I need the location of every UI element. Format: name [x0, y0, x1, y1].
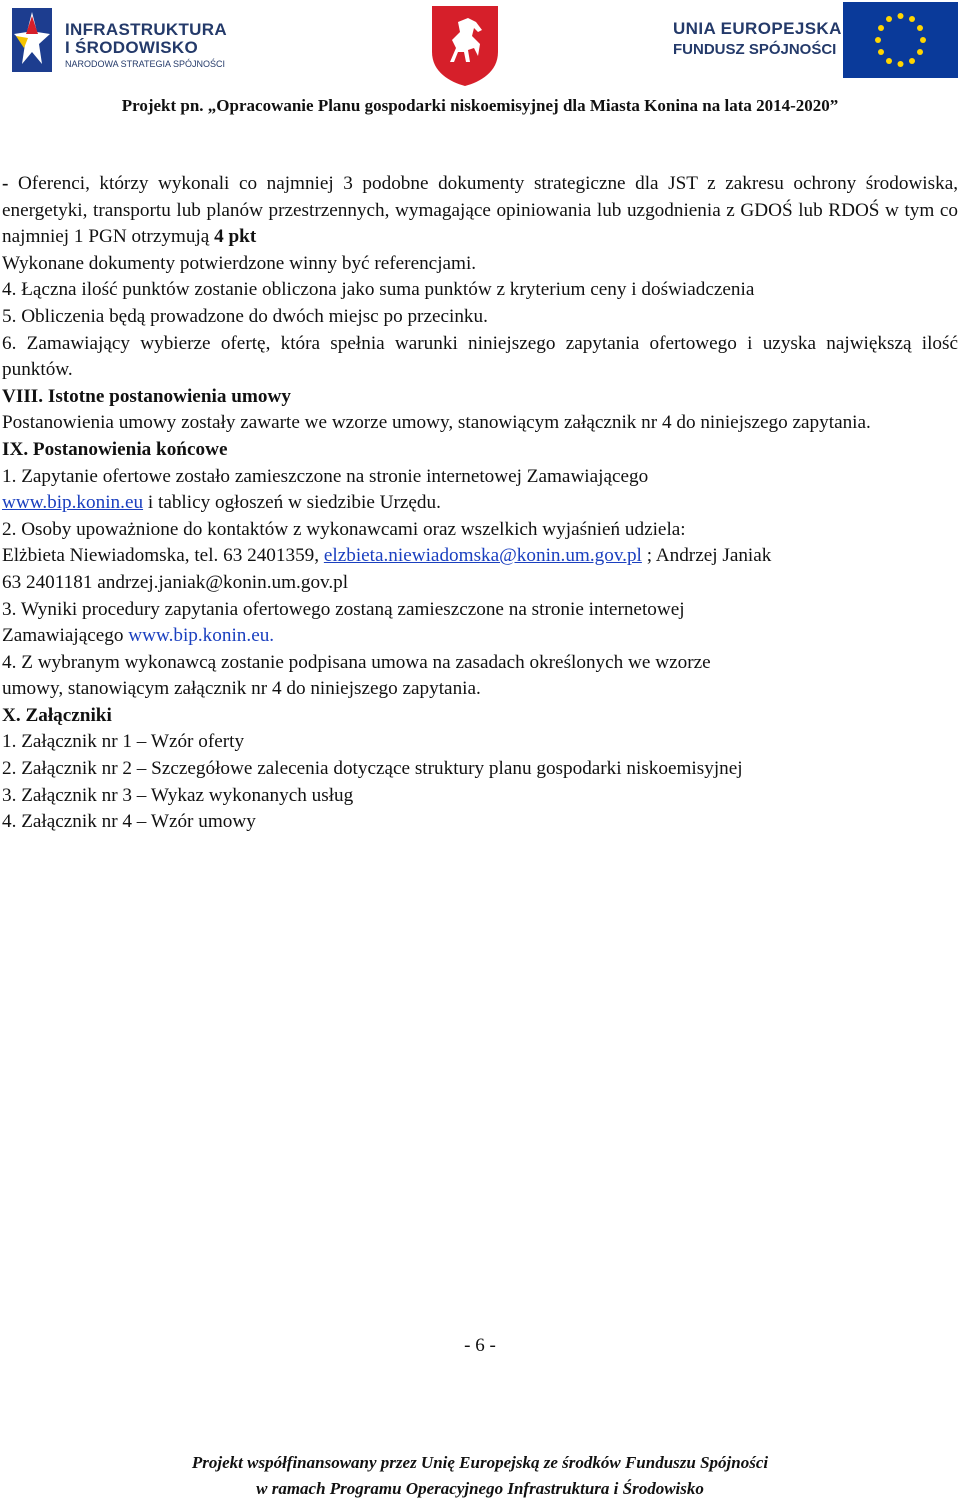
infrastruktura-logo [10, 6, 227, 74]
section-x-title: X. Załączniki [2, 704, 112, 726]
logo-line1: INFRASTRUKTURA [65, 20, 227, 39]
attachment-3: 3. Załącznik nr 3 – Wykaz wykonanych usług [2, 784, 354, 806]
eu-line1: UNIA EUROPEJSKA [673, 19, 842, 38]
paragraph-criteria [2, 171, 958, 251]
contact-second: ; Andrzej Janiak [641, 545, 772, 567]
section-ix-item-3: 3. Wyniki procedury zapytania ofertowego zostaną zamieszczone na stronie internetowej [2, 598, 685, 620]
bip-link-plain[interactable]: www.bip.konin.eu. [128, 625, 275, 647]
email-link[interactable]: elzbieta.niewiadomska@konin.um.gov.pl [323, 545, 642, 567]
section-ix-item-4: 4. Z wybranym wykonawcą zostanie podpisana umowa na zasadach określonych we wzorze [2, 651, 711, 673]
logo-line3: NARODOWA STRATEGIA SPÓJNOŚCI [65, 59, 226, 69]
section-viii-heading [2, 384, 958, 411]
page-number: - 6 - [464, 1335, 496, 1356]
footer [0, 1450, 960, 1502]
eu-line2: FUNDUSZ SPÓJNOŚCI [673, 41, 837, 58]
section-ix-item-2: 2. Osoby upoważnione do kontaktów z wykonawcami oraz wszelkich wyjaśnień udziela: [2, 518, 686, 540]
attachment-2: 2. Załącznik nr 2 – Szczegółowe zalecenia dotyczące struktury planu gospodarki niskoemisyjnej [2, 758, 743, 780]
project-title: Projekt pn. „Opracowanie Planu gospodarki niskoemisyjnej dla Miasta Konina na lata 2014-2020” [121, 96, 839, 115]
paragraph-4: 4. Łączna ilość punktów zostanie obliczona jako suma punktów z kryterium ceny i doświadczenia [2, 279, 755, 301]
section-ix-title: IX. Postanowienia końcowe [2, 438, 228, 460]
criteria-text: Oferenci, którzy wykonali co najmniej 3 podobne dokumenty strategiczne dla JST z zakresu ochrony środowiska, energetyki, transportu lub planów przestrzennych, wymagające opiniowania lub uzgodnienia z GDOŚ lub RDOŚ w tym co najmniej 1 PGN otrzymują [2, 173, 959, 248]
eu-logo-text [673, 19, 842, 58]
contact-line-2: 63 2401181 andrzej.janiak@konin.um.gov.pl [2, 571, 349, 593]
section-viii-title: VIII. Istotne postanowienia umowy [2, 385, 291, 407]
section-ix-item-4-cont: umowy, stanowiącym załącznik nr 4 do niniejszego zapytania. [2, 678, 481, 700]
coat-of-arms-horse-icon [430, 4, 500, 88]
zamawiajacy-text: Zamawiającego [2, 625, 129, 647]
dash: - [2, 173, 18, 194]
header-logos [0, 0, 960, 85]
points-label: 4 pkt [214, 226, 257, 248]
section-viii-text: Postanowienia umowy zostały zawarte we wzorze umowy, stanowiącym załącznik nr 4 do niniejszego zapytania. [2, 412, 871, 434]
footer-line1: Projekt współfinansowany przez Unię Europejską ze środków Funduszu Spójności [191, 1453, 769, 1472]
section-ix-item-1: 1. Zapytanie ofertowe zostało zamieszczone na stronie internetowej Zamawiającego [2, 465, 649, 487]
eu-flag-icon [843, 2, 958, 78]
footer-line2: w ramach Programu Operacyjnego Infrastruktura i Środowisko [256, 1479, 704, 1498]
contact-name-phone: Elżbieta Niewiadomska, tel. 63 2401359, [2, 545, 324, 567]
attachment-1: 1. Załącznik nr 1 – Wzór oferty [2, 731, 245, 753]
star-logo-icon [12, 8, 52, 72]
section-ix-heading [2, 437, 958, 464]
bip-link[interactable]: www.bip.konin.eu [2, 492, 144, 514]
logo-line2: I ŚRODOWISKO [65, 38, 198, 57]
attachment-4: 4. Załącznik nr 4 – Wzór umowy [2, 811, 256, 833]
contact-line [2, 543, 958, 570]
section-ix-item-1-cont [2, 490, 958, 517]
paragraph-5: 5. Obliczenia będą prowadzone do dwóch miejsc po przecinku. [2, 305, 488, 327]
section-x-heading [2, 703, 958, 730]
bip-link-tail: i tablicy ogłoszeń w siedzibie Urzędu. [143, 492, 441, 514]
document-body [2, 171, 958, 836]
paragraph-6: 6. Zamawiający wybierze ofertę, która spełnia warunki niniejszego zapytania ofertowego i uzyska największą ilość punktów. [2, 332, 958, 381]
section-ix-item-3-cont [2, 623, 958, 650]
paragraph-references: Wykonane dokumenty potwierdzone winny być referencjami. [2, 252, 477, 274]
